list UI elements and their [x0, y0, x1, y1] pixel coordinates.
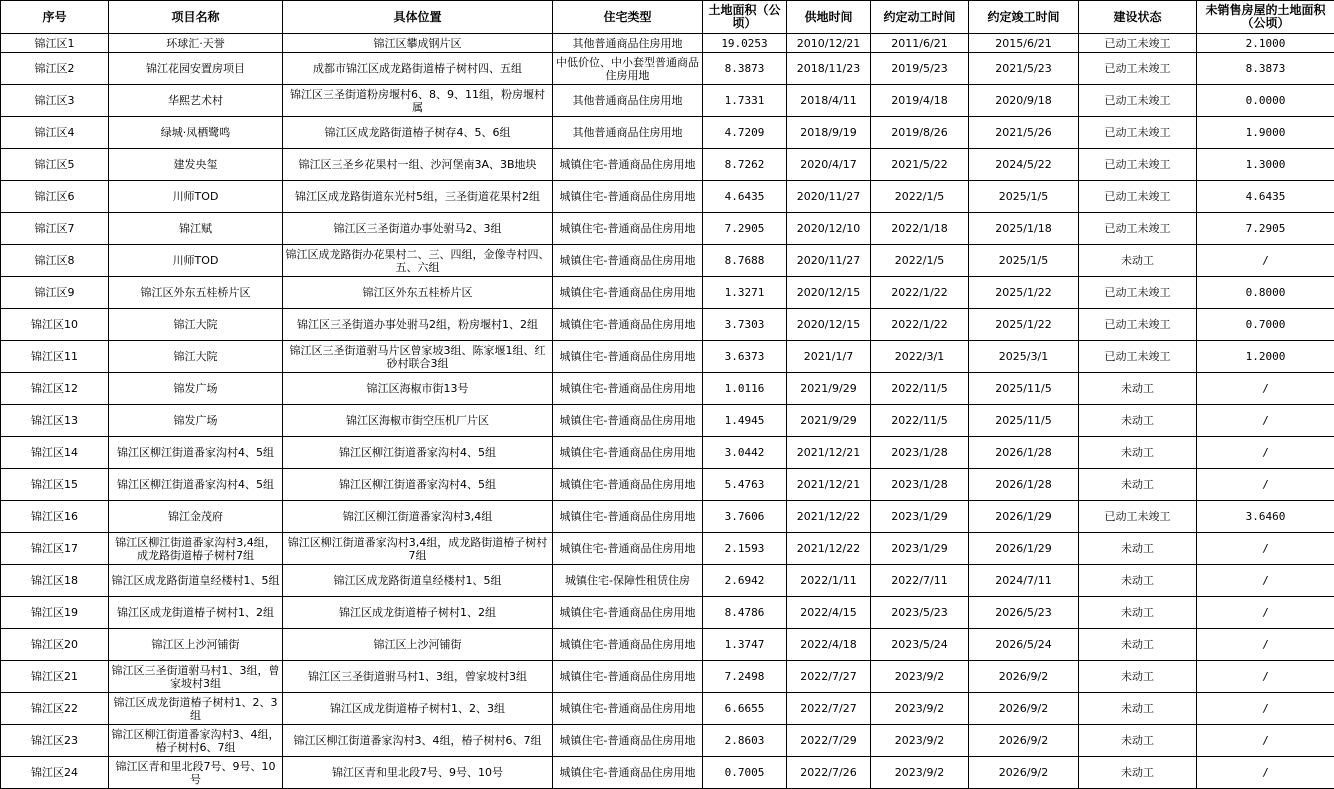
cell-project-name: 锦江区三圣街道驸马村1、3组，曾家坡村3组: [109, 661, 283, 693]
cell-location: 锦江区成龙路街道皇经楼村1、5组: [283, 565, 553, 597]
cell-index: 锦江区10: [1, 309, 109, 341]
cell-completion-date: 2025/1/22: [969, 309, 1079, 341]
cell-project-name: 环球汇·天誉: [109, 34, 283, 53]
cell-index: 锦江区17: [1, 533, 109, 565]
cell-index: 锦江区8: [1, 245, 109, 277]
cell-supply-date: 2022/1/11: [787, 565, 871, 597]
cell-housing-type: 其他普通商品住房用地: [553, 117, 703, 149]
cell-index: 锦江区5: [1, 149, 109, 181]
cell-index: 锦江区18: [1, 565, 109, 597]
cell-completion-date: 2025/1/5: [969, 181, 1079, 213]
cell-completion-date: 2024/7/11: [969, 565, 1079, 597]
cell-housing-type: 城镇住宅-普通商品住房用地: [553, 757, 703, 789]
cell-status: 已动工未竣工: [1079, 181, 1197, 213]
cell-land-area: 8.7688: [703, 245, 787, 277]
cell-index: 锦江区14: [1, 437, 109, 469]
cell-location: 锦江区成龙路街道东光村5组，三圣街道花果村2组: [283, 181, 553, 213]
cell-project-name: 锦江区柳江街道番家沟村4、5组: [109, 469, 283, 501]
table-row: [1, 661, 1334, 693]
cell-index: 锦江区20: [1, 629, 109, 661]
cell-index: 锦江区22: [1, 693, 109, 725]
cell-unsold-area: 3.6460: [1197, 501, 1334, 533]
cell-housing-type: 城镇住宅-普通商品住房用地: [553, 245, 703, 277]
cell-location: 锦江区柳江街道番家沟村4、5组: [283, 437, 553, 469]
cell-supply-date: 2020/12/15: [787, 309, 871, 341]
cell-index: 锦江区3: [1, 85, 109, 117]
cell-location: 锦江区成龙路街道椿子树存4、5、6组: [283, 117, 553, 149]
cell-unsold-area: /: [1197, 437, 1334, 469]
cell-project-name: 锦江区青和里北段7号、9号、10号: [109, 757, 283, 789]
cell-housing-type: 城镇住宅-普通商品住房用地: [553, 181, 703, 213]
cell-location: 锦江区三圣乡花果村一组、沙河堡南3A、3B地块: [283, 149, 553, 181]
cell-status: 已动工未竣工: [1079, 309, 1197, 341]
cell-land-area: 4.7209: [703, 117, 787, 149]
cell-location: 锦江区柳江街道番家沟村4、5组: [283, 469, 553, 501]
table-row: [1, 213, 1334, 245]
cell-supply-date: 2021/9/29: [787, 405, 871, 437]
cell-land-area: 4.6435: [703, 181, 787, 213]
cell-unsold-area: 1.9000: [1197, 117, 1334, 149]
cell-supply-date: 2021/12/21: [787, 469, 871, 501]
cell-status: 已动工未竣工: [1079, 117, 1197, 149]
cell-supply-date: 2022/7/27: [787, 661, 871, 693]
cell-project-name: 锦江区外东五桂桥片区: [109, 277, 283, 309]
cell-completion-date: 2026/9/2: [969, 757, 1079, 789]
cell-housing-type: 城镇住宅-普通商品住房用地: [553, 437, 703, 469]
cell-housing-type: 其他普通商品住房用地: [553, 85, 703, 117]
cell-project-name: 锦江区成龙街道椿子树村1、2、3组: [109, 693, 283, 725]
cell-unsold-area: 0.8000: [1197, 277, 1334, 309]
header-cell-index: 序号: [1, 1, 109, 34]
header-cell-completion-date: 约定竣工时间: [969, 1, 1079, 34]
cell-location: 锦江区成龙路街办花果村二、三、四组，金像寺村四、五、六组: [283, 245, 553, 277]
cell-housing-type: 城镇住宅-普通商品住房用地: [553, 533, 703, 565]
cell-status: 未动工: [1079, 629, 1197, 661]
cell-housing-type: 城镇住宅-普通商品住房用地: [553, 693, 703, 725]
cell-land-area: 1.3747: [703, 629, 787, 661]
cell-completion-date: 2015/6/21: [969, 34, 1079, 53]
cell-completion-date: 2026/1/28: [969, 437, 1079, 469]
cell-index: 锦江区4: [1, 117, 109, 149]
table-body: [1, 34, 1334, 789]
table-row: [1, 245, 1334, 277]
cell-project-name: 锦江区成龙街道椿子树村1、2组: [109, 597, 283, 629]
cell-location: 锦江区海椒市街空压机厂片区: [283, 405, 553, 437]
cell-index: 锦江区2: [1, 53, 109, 85]
cell-land-area: 1.4945: [703, 405, 787, 437]
cell-project-name: 锦江区柳江街道番家沟村3、4组，椿子树村6、7组: [109, 725, 283, 757]
cell-housing-type: 城镇住宅-普通商品住房用地: [553, 661, 703, 693]
cell-start-date: 2022/1/5: [871, 245, 969, 277]
cell-project-name: 建发央玺: [109, 149, 283, 181]
cell-start-date: 2022/7/11: [871, 565, 969, 597]
cell-land-area: 7.2498: [703, 661, 787, 693]
cell-start-date: 2011/6/21: [871, 34, 969, 53]
cell-land-area: 8.4786: [703, 597, 787, 629]
cell-land-area: 1.3271: [703, 277, 787, 309]
cell-supply-date: 2021/9/29: [787, 373, 871, 405]
cell-unsold-area: /: [1197, 693, 1334, 725]
cell-housing-type: 城镇住宅-普通商品住房用地: [553, 149, 703, 181]
cell-project-name: 川师TOD: [109, 245, 283, 277]
cell-land-area: 8.7262: [703, 149, 787, 181]
cell-location: 锦江区海椒市街13号: [283, 373, 553, 405]
cell-start-date: 2023/9/2: [871, 725, 969, 757]
cell-completion-date: 2025/1/22: [969, 277, 1079, 309]
table-row: [1, 565, 1334, 597]
header-row: [1, 1, 1334, 34]
cell-housing-type: 其他普通商品住房用地: [553, 34, 703, 53]
cell-index: 锦江区7: [1, 213, 109, 245]
cell-index: 锦江区15: [1, 469, 109, 501]
cell-housing-type: 城镇住宅-普通商品住房用地: [553, 341, 703, 373]
cell-land-area: 1.0116: [703, 373, 787, 405]
header-cell-project-name: 项目名称: [109, 1, 283, 34]
table-row: [1, 117, 1334, 149]
cell-land-area: 8.3873: [703, 53, 787, 85]
cell-supply-date: 2018/9/19: [787, 117, 871, 149]
cell-unsold-area: /: [1197, 725, 1334, 757]
cell-location: 锦江区外东五桂桥片区: [283, 277, 553, 309]
table-row: [1, 277, 1334, 309]
table-row: [1, 629, 1334, 661]
cell-project-name: 锦江区成龙路街道皇经楼村1、5组: [109, 565, 283, 597]
cell-supply-date: 2022/4/18: [787, 629, 871, 661]
cell-status: 未动工: [1079, 661, 1197, 693]
cell-project-name: 锦江金茂府: [109, 501, 283, 533]
cell-housing-type: 中低价位、中小套型普通商品住房用地: [553, 53, 703, 85]
cell-supply-date: 2021/1/7: [787, 341, 871, 373]
cell-status: 未动工: [1079, 693, 1197, 725]
cell-index: 锦江区21: [1, 661, 109, 693]
cell-supply-date: 2020/11/27: [787, 245, 871, 277]
cell-index: 锦江区6: [1, 181, 109, 213]
cell-land-area: 2.6942: [703, 565, 787, 597]
cell-completion-date: 2021/5/23: [969, 53, 1079, 85]
cell-supply-date: 2010/12/21: [787, 34, 871, 53]
cell-status: 未动工: [1079, 437, 1197, 469]
cell-status: 已动工未竣工: [1079, 277, 1197, 309]
cell-status: 未动工: [1079, 405, 1197, 437]
cell-land-area: 7.2905: [703, 213, 787, 245]
cell-project-name: 锦江花园安置房项目: [109, 53, 283, 85]
cell-index: 锦江区9: [1, 277, 109, 309]
cell-start-date: 2023/9/2: [871, 757, 969, 789]
cell-completion-date: 2025/1/18: [969, 213, 1079, 245]
cell-housing-type: 城镇住宅-普通商品住房用地: [553, 629, 703, 661]
cell-index: 锦江区1: [1, 34, 109, 53]
cell-land-area: 19.0253: [703, 34, 787, 53]
cell-unsold-area: /: [1197, 757, 1334, 789]
cell-location: 锦江区上沙河铺街: [283, 629, 553, 661]
cell-unsold-area: /: [1197, 629, 1334, 661]
cell-location: 锦江区三圣街道办事处驸马2组，粉房堰村1、2组: [283, 309, 553, 341]
cell-land-area: 3.7303: [703, 309, 787, 341]
cell-project-name: 锦发广场: [109, 405, 283, 437]
cell-housing-type: 城镇住宅-普通商品住房用地: [553, 597, 703, 629]
cell-unsold-area: 1.3000: [1197, 149, 1334, 181]
cell-project-name: 锦江区上沙河铺街: [109, 629, 283, 661]
cell-status: 已动工未竣工: [1079, 213, 1197, 245]
cell-location: 锦江区三圣街道办事处驸马2、3组: [283, 213, 553, 245]
cell-index: 锦江区11: [1, 341, 109, 373]
cell-location: 成都市锦江区成龙路街道椿子树村四、五组: [283, 53, 553, 85]
cell-land-area: 6.6655: [703, 693, 787, 725]
cell-completion-date: 2024/5/22: [969, 149, 1079, 181]
cell-index: 锦江区19: [1, 597, 109, 629]
cell-unsold-area: /: [1197, 373, 1334, 405]
cell-start-date: 2019/4/18: [871, 85, 969, 117]
cell-land-area: 3.7606: [703, 501, 787, 533]
cell-start-date: 2023/1/28: [871, 469, 969, 501]
cell-index: 锦江区24: [1, 757, 109, 789]
cell-completion-date: 2025/1/5: [969, 245, 1079, 277]
cell-housing-type: 城镇住宅-普通商品住房用地: [553, 725, 703, 757]
header-cell-supply-date: 供地时间: [787, 1, 871, 34]
cell-project-name: 锦江区柳江街道番家沟村3,4组，成龙路街道椿子树村7组: [109, 533, 283, 565]
cell-start-date: 2023/1/28: [871, 437, 969, 469]
cell-project-name: 华熙艺术村: [109, 85, 283, 117]
cell-location: 锦江区柳江街道番家沟村3、4组，椿子树村6、7组: [283, 725, 553, 757]
cell-location: 锦江区柳江街道番家沟村3,4组，成龙路街道椿子树村7组: [283, 533, 553, 565]
cell-unsold-area: /: [1197, 597, 1334, 629]
header-cell-location: 具体位置: [283, 1, 553, 34]
header-cell-unsold-area: 未销售房屋的土地面积（公顷）: [1197, 1, 1334, 34]
cell-housing-type: 城镇住宅-普通商品住房用地: [553, 277, 703, 309]
cell-start-date: 2021/5/22: [871, 149, 969, 181]
cell-unsold-area: /: [1197, 469, 1334, 501]
cell-status: 未动工: [1079, 245, 1197, 277]
cell-start-date: 2023/5/24: [871, 629, 969, 661]
cell-project-name: 绿城·凤栖鹭鸣: [109, 117, 283, 149]
cell-status: 已动工未竣工: [1079, 501, 1197, 533]
cell-status: 未动工: [1079, 533, 1197, 565]
cell-project-name: 锦江区柳江街道番家沟村4、5组: [109, 437, 283, 469]
cell-unsold-area: /: [1197, 565, 1334, 597]
cell-completion-date: 2021/5/26: [969, 117, 1079, 149]
cell-supply-date: 2020/12/10: [787, 213, 871, 245]
cell-land-area: 3.0442: [703, 437, 787, 469]
table-row: [1, 725, 1334, 757]
cell-status: 未动工: [1079, 373, 1197, 405]
cell-location: 锦江区成龙街道椿子树村1、2、3组: [283, 693, 553, 725]
cell-location: 锦江区柳江街道番家沟村3,4组: [283, 501, 553, 533]
cell-unsold-area: /: [1197, 661, 1334, 693]
cell-location: 锦江区三圣街道驸马村1、3组，曾家坡村3组: [283, 661, 553, 693]
cell-unsold-area: 8.3873: [1197, 53, 1334, 85]
cell-housing-type: 城镇住宅-普通商品住房用地: [553, 501, 703, 533]
cell-status: 未动工: [1079, 565, 1197, 597]
table-row: [1, 373, 1334, 405]
cell-unsold-area: 0.0000: [1197, 85, 1334, 117]
cell-index: 锦江区23: [1, 725, 109, 757]
header-cell-housing-type: 住宅类型: [553, 1, 703, 34]
cell-supply-date: 2018/4/11: [787, 85, 871, 117]
cell-supply-date: 2022/7/26: [787, 757, 871, 789]
cell-housing-type: 城镇住宅-普通商品住房用地: [553, 309, 703, 341]
cell-start-date: 2019/8/26: [871, 117, 969, 149]
cell-start-date: 2022/1/5: [871, 181, 969, 213]
cell-status: 未动工: [1079, 725, 1197, 757]
cell-completion-date: 2025/11/5: [969, 405, 1079, 437]
cell-completion-date: 2026/9/2: [969, 661, 1079, 693]
cell-start-date: 2022/11/5: [871, 373, 969, 405]
cell-project-name: 锦江大院: [109, 341, 283, 373]
cell-supply-date: 2021/12/22: [787, 533, 871, 565]
cell-completion-date: 2026/1/29: [969, 533, 1079, 565]
cell-project-name: 锦江大院: [109, 309, 283, 341]
cell-status: 已动工未竣工: [1079, 53, 1197, 85]
cell-start-date: 2022/1/18: [871, 213, 969, 245]
cell-status: 未动工: [1079, 597, 1197, 629]
table-row: [1, 597, 1334, 629]
cell-completion-date: 2020/9/18: [969, 85, 1079, 117]
cell-completion-date: 2026/5/24: [969, 629, 1079, 661]
cell-status: 未动工: [1079, 469, 1197, 501]
cell-land-area: 2.8603: [703, 725, 787, 757]
cell-start-date: 2022/1/22: [871, 277, 969, 309]
cell-location: 锦江区青和里北段7号、9号、10号: [283, 757, 553, 789]
cell-project-name: 锦发广场: [109, 373, 283, 405]
cell-supply-date: 2018/11/23: [787, 53, 871, 85]
cell-housing-type: 城镇住宅-保障性租赁住房: [553, 565, 703, 597]
cell-unsold-area: 7.2905: [1197, 213, 1334, 245]
cell-completion-date: 2025/11/5: [969, 373, 1079, 405]
cell-start-date: 2022/1/22: [871, 309, 969, 341]
cell-start-date: 2023/5/23: [871, 597, 969, 629]
cell-start-date: 2023/1/29: [871, 533, 969, 565]
cell-completion-date: 2026/1/29: [969, 501, 1079, 533]
cell-start-date: 2023/9/2: [871, 661, 969, 693]
cell-start-date: 2022/11/5: [871, 405, 969, 437]
cell-supply-date: 2021/12/22: [787, 501, 871, 533]
cell-location: 锦江区三圣街道驸马片区曾家坡3组、陈家堰1组、红砂村联合3组: [283, 341, 553, 373]
table-row: [1, 341, 1334, 373]
cell-land-area: 0.7005: [703, 757, 787, 789]
cell-unsold-area: /: [1197, 533, 1334, 565]
cell-housing-type: 城镇住宅-普通商品住房用地: [553, 469, 703, 501]
header-cell-status: 建设状态: [1079, 1, 1197, 34]
table-row: [1, 181, 1334, 213]
cell-supply-date: 2020/11/27: [787, 181, 871, 213]
cell-completion-date: 2025/3/1: [969, 341, 1079, 373]
cell-housing-type: 城镇住宅-普通商品住房用地: [553, 213, 703, 245]
table-row: [1, 149, 1334, 181]
cell-housing-type: 城镇住宅-普通商品住房用地: [553, 373, 703, 405]
cell-unsold-area: /: [1197, 245, 1334, 277]
cell-supply-date: 2022/7/27: [787, 693, 871, 725]
header-cell-start-date: 约定动工时间: [871, 1, 969, 34]
cell-housing-type: 城镇住宅-普通商品住房用地: [553, 405, 703, 437]
cell-land-area: 3.6373: [703, 341, 787, 373]
table-row: [1, 34, 1334, 53]
cell-status: 已动工未竣工: [1079, 341, 1197, 373]
cell-supply-date: 2022/7/29: [787, 725, 871, 757]
table-row: [1, 533, 1334, 565]
cell-land-area: 2.1593: [703, 533, 787, 565]
table-row: [1, 469, 1334, 501]
cell-start-date: 2023/1/29: [871, 501, 969, 533]
cell-land-area: 5.4763: [703, 469, 787, 501]
table-row: [1, 405, 1334, 437]
cell-unsold-area: /: [1197, 405, 1334, 437]
cell-unsold-area: 4.6435: [1197, 181, 1334, 213]
cell-status: 已动工未竣工: [1079, 149, 1197, 181]
table-row: [1, 437, 1334, 469]
cell-location: 锦江区攀成钢片区: [283, 34, 553, 53]
table-row: [1, 501, 1334, 533]
cell-completion-date: 2026/5/23: [969, 597, 1079, 629]
cell-index: 锦江区16: [1, 501, 109, 533]
cell-unsold-area: 2.1000: [1197, 34, 1334, 53]
cell-index: 锦江区13: [1, 405, 109, 437]
table-row: [1, 53, 1334, 85]
cell-start-date: 2023/9/2: [871, 693, 969, 725]
cell-status: 已动工未竣工: [1079, 85, 1197, 117]
cell-start-date: 2022/3/1: [871, 341, 969, 373]
cell-location: 锦江区成龙街道椿子树村1、2组: [283, 597, 553, 629]
cell-unsold-area: 0.7000: [1197, 309, 1334, 341]
cell-supply-date: 2021/12/21: [787, 437, 871, 469]
cell-location: 锦江区三圣街道粉房堰村6、8、9、11组，粉房堰村属: [283, 85, 553, 117]
cell-status: 未动工: [1079, 757, 1197, 789]
cell-index: 锦江区12: [1, 373, 109, 405]
cell-supply-date: 2022/4/15: [787, 597, 871, 629]
cell-supply-date: 2020/12/15: [787, 277, 871, 309]
table-row: [1, 757, 1334, 789]
header-cell-land-area: 土地面积（公顷）: [703, 1, 787, 34]
cell-start-date: 2019/5/23: [871, 53, 969, 85]
cell-supply-date: 2020/4/17: [787, 149, 871, 181]
cell-unsold-area: 1.2000: [1197, 341, 1334, 373]
table-row: [1, 309, 1334, 341]
cell-completion-date: 2026/9/2: [969, 725, 1079, 757]
cell-project-name: 川师TOD: [109, 181, 283, 213]
cell-completion-date: 2026/1/28: [969, 469, 1079, 501]
cell-completion-date: 2026/9/2: [969, 693, 1079, 725]
table-row: [1, 693, 1334, 725]
cell-land-area: 1.7331: [703, 85, 787, 117]
cell-project-name: 锦江赋: [109, 213, 283, 245]
cell-status: 已动工未竣工: [1079, 34, 1197, 53]
table-row: [1, 85, 1334, 117]
